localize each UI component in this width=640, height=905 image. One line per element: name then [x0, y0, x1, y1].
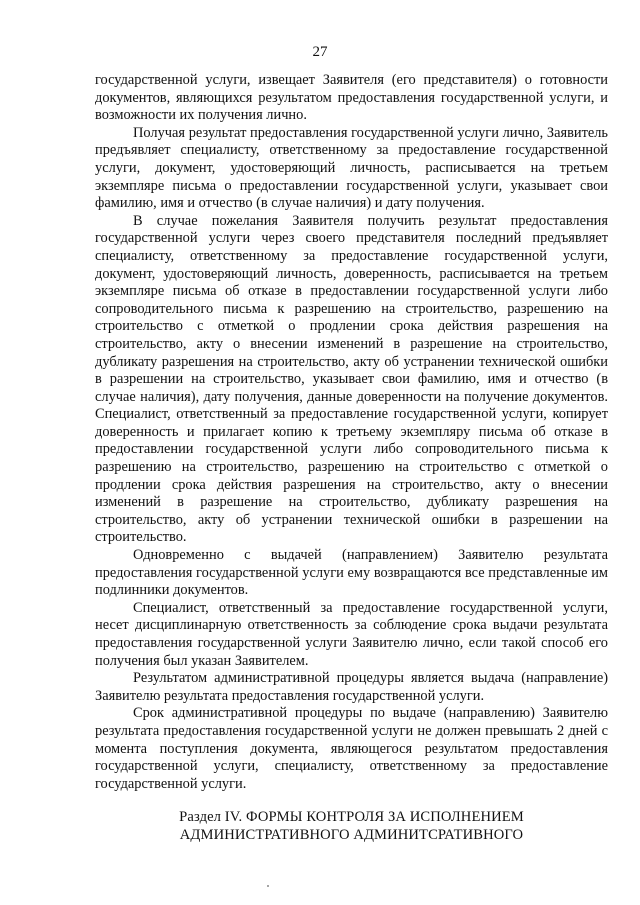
paragraph-originals-return: Одновременно с выдачей (направлением) Заявителю результата предоставления государственной услуги ему возвращаются все представленные им подлинники документов.	[95, 547, 608, 599]
document-body	[95, 72, 608, 793]
paragraph-procedure-result: Результатом административной процедуры является выдача (направление) Заявителю результата предоставления государственной услуги.	[95, 670, 608, 704]
paragraph-representative-receipt: В случае пожелания Заявителя получить результат предоставления государственной услуги через своего представителя последний предъявляет специалисту, ответственному за предоставление государственной услуги, документ, удостоверяющий личность, доверенность, расписывается на третьем экземпляре письма об отказе в предоставлении государственной услуги либо сопроводительного письма к разрешению на строительство, разрешению на строительство с отметкой о продлении срока действия разрешения на строительство, акту о внесении изменений в разрешение на строительство, дубликату разрешения на строительство, акту об устранении технической ошибки в разрешении на строительство, указывает свои фамилию, имя и отчество (в случае наличия), дату получения, данные доверенности на получение документов. Специалист, ответственный за предоставление государственной услуги, копирует доверенность и прилагает копию к третьему экземпляру письма об отказе в предоставлении государственной услуги либо сопроводительного письма к разрешению на строительство, разрешению на строительство с отметкой о продлении срока действия разрешения на строительство, акту о внесении изменений в разрешение на строительство, дубликату разрешения на строительство, акту об устранении технической ошибки в разрешении на строительство.	[95, 212, 608, 546]
section-heading-line-2: АДМИНИСТРАТИВНОГО АДМИНИТСРАТИВНОГО	[179, 827, 524, 843]
section-heading	[95, 808, 608, 844]
paragraph-personal-receipt: Получая результат предоставления государственной услуги лично, Заявитель предъявляет специалисту, ответственному за предоставление государственной услуги, документ, удостоверяющий личность, расписывается на третьем экземпляре письма о предоставлении государственной услуги, указывает свои фамилию, имя и отчество (в случае наличия) и дату получения.	[95, 124, 608, 212]
paragraph-continuation: государственной услуги, извещает Заявителя (его представителя) о готовности документов, являющихся результатом предоставления государственной услуги, и возможности их получения лично.	[95, 72, 608, 124]
section-heading-line-1: Раздел IV. ФОРМЫ КОНТРОЛЯ ЗА ИСПОЛНЕНИЕМ	[179, 809, 524, 825]
page-number: 27	[312, 44, 328, 60]
scan-speck	[267, 885, 269, 887]
paragraph-procedure-term: Срок административной процедуры по выдаче (направлению) Заявителю результата предоставления государственной услуги не должен превышать 2 дней с момента поступления документа, являющегося результатом предоставления государственной услуги, специалисту, ответственному за предоставление государственной услуги.	[95, 705, 608, 792]
paragraph-responsibility: Специалист, ответственный за предоставление государственной услуги, несет дисциплинарную ответственность за соблюдение срока выдачи результата предоставления государственной услуги Заявителю лично, если такой способ его получения был указан Заявителем.	[95, 599, 608, 669]
